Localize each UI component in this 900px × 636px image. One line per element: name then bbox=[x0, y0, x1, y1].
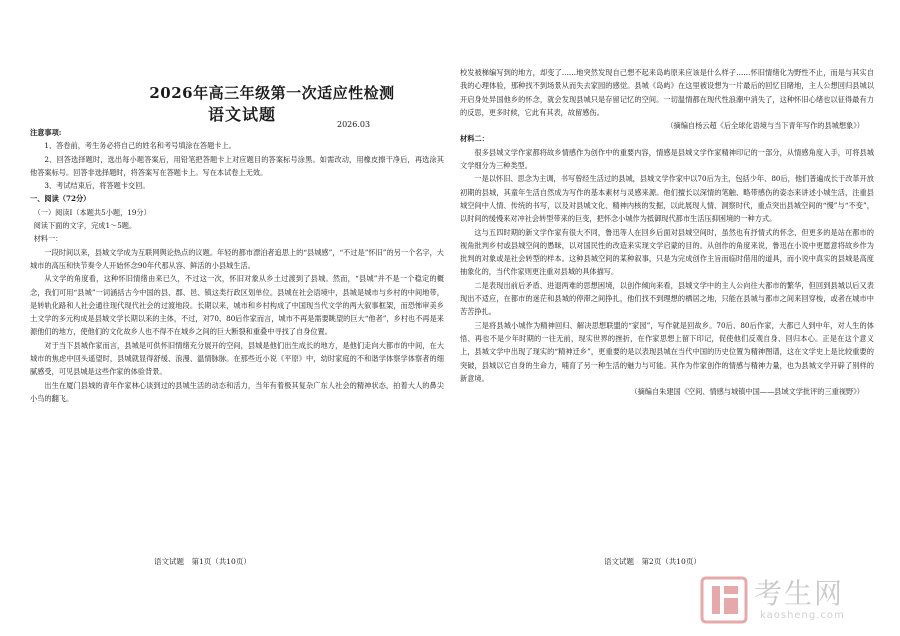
paragraph: 一是以怀旧、思念为主调，书写曾经生活过的县城，县城文学作家中以70后为主，包括少年、80后，他们普遍成长于改革开放初期的县城，其童年生活自然成为写作的基本素材与灵感来源。他们擅长以深情的笔触、略带感伤的姿态来讲述小城生活，注重县城空间中人情、传统的书写，以及对县城文化、精神内核的发掘，以此展现人情、洞察时代，重点突出县城空间的“慢”与“不变”，以时间的缓慢来对冲社会转型带来的巨变，把怀念小城作为抵御现代都市生活压抑困境的一种方式。 bbox=[460, 174, 874, 224]
brand-url: kaosheng.com bbox=[760, 610, 845, 621]
reading-instruction: 阅读下面的文字，完成1～5题。 bbox=[33, 221, 137, 231]
note-item: 2、回答选择题时，选出每小题答案后，用铅笔把答题卡上对应题目的答案标号涂黑。如需改动，用橡皮擦干净后，再选涂其他答案标号。回答非选择题时，将答案写在答题卡上。写在本试卷上无效。 bbox=[30, 154, 444, 177]
subsection-heading: （一）阅读I（本题共5小题，19分） bbox=[33, 207, 151, 217]
page-footer: 语文试题 第1页（共10页） bbox=[154, 557, 251, 566]
material-label: 材料一： bbox=[33, 234, 63, 244]
page-1 bbox=[22, 0, 452, 636]
exam-title: 2026年高三年级第一次适应性检测 bbox=[149, 84, 395, 102]
paragraph: 从文学的角度看，这种怀旧情绪由来已久，不过这一次，怀旧对象从乡土过渡到了县城。然而，“县城”并不是一个稳定的概念，我们可用“县城”一词涵括古今中国的县、郡、邑、镇这类行政区划单位。县城在社会语境中，县城是城市与乡村的中间地带，是转轨化路和人社会通往现代现代社会的过渡地段。长期以来，城市和乡村构成了中国现当代文学的两大叙事框架，而恐怖审美乡土文学的多元构成是县城文学长期以来的主体，不过，对70、80后作家而言，城市不再是需要眺望的巨大“他者”，乡村也不再是来源他们的地方，使他们的文化故乡人也不得不在城乡之间的巨大断裂和重叠中寻找了自身位置。 bbox=[30, 274, 444, 337]
paragraph: 校发被梯编写到的地方，却变了……地突然发现自己想不起来岛屿原来应该是什么样子……怀旧情绪化为野性不止，而是与其实自我的心理体验，那种找不到场景从而失去家园的感觉。县城《岛屿》在这里被设想为一片最后的回忆目睹地，主人公想回归县城以开启身处异国他乡的怀念，就会发现县城只是存留记忆的空间。一切温情都在现代性浪潮中消失了，这种怀旧心绪也以征得最有力的反思，更多时候，它此有其表，故留感伤。 bbox=[460, 68, 874, 117]
brand-logo-icon bbox=[700, 576, 748, 624]
exam-subtitle: 语文试题 bbox=[207, 105, 276, 124]
page-2 bbox=[452, 0, 882, 636]
material-label: 材料二： bbox=[460, 134, 489, 144]
exam-date: 2026.03 bbox=[337, 120, 371, 129]
paragraph: 对于当下县城作家而言，县城是可供怀旧情绪充分展开的空间，县城是他们出生成长的地方，是他们走向大都市的中间，在大城市的焦虑中回头遥望时，县城就显得舒缓、浪漫、温情脉脉。在那些近小说《平原》中，幼时家庭的不和谐学体察学体察者的细腻感受，可见县城是这些作家的体验背景。 bbox=[30, 340, 444, 377]
brand-name: 考生网 bbox=[754, 577, 845, 610]
page-2-body bbox=[460, 66, 874, 542]
paragraph: 一段时间以来，县城文学成为互联网舆论热点的议题。年轻的都市漂泊者追思上的“县城感”，“不过是”怀旧”的另一个名字，大城市的高压和快节奏令人开始怀念90年代那从容、鲜活的小县城生活。 bbox=[30, 247, 444, 270]
citation: （摘编自朱建国《空间、情感与城镇中国——县域文学批评的三重视野》） bbox=[630, 387, 864, 397]
notes-heading: 注意事项: bbox=[30, 128, 62, 137]
paragraph: 二是表现出前后矛盾、进退两难的思想困境，以创作倾向来看，县城文学中的主人公向往大都市的繁华，但回到县城以后又表现出不适应，在都市的迷茫和县城的停滞之间挣扎，他们找不到理想的栖居之地，只能在县城与都市之间来回穿梭，或者在城市中苦苦挣扎。 bbox=[460, 280, 874, 317]
paragraph: 出生在厦门县城的青年作家林心谈到过的县城生活的动态和活力，当年有着极其复杂广东人社会的精神状态，拍着大人的鼻尖小鸟的翻飞。 bbox=[30, 380, 444, 403]
paragraph: 这与五四时期的新文学作家有很大不同，鲁迅等人在回乡后面对县城空间时，虽然也有抒情式的怀念，但更多的是站在都市的视角批判乡村或县城空间的愚昧，以对国民性的改造来实现文学启蒙的目的。从创作的角度来说，鲁迅在小说中更愿意将故乡作为批判的对象或是社会转型的样本。这种县城空间的某种叙事，只是为完成创作主旨而临时借用的道具，而小说中真实的县城是高度抽象化的，当代作家则更注重对县城的具体描写。 bbox=[460, 227, 874, 277]
citation: （摘编自杨云超《后全球化语境与当下青年写作的县城想象》） bbox=[666, 121, 864, 131]
page-footer: 语文试题 第2页（共10页） bbox=[604, 557, 701, 566]
paragraph: 很多县城文学作家都将故乡情感作为创作中的重要内容，情感是县城文学作家精神印记的一部分，从情感角度入手，可将县城文学细分为三种类型。 bbox=[460, 147, 874, 171]
note-item: 1、答卷前，考生务必将自己的姓名和考号填涂在答题卡上。 bbox=[44, 141, 236, 151]
section-heading: 一、阅读（72分） bbox=[30, 194, 91, 204]
page-1-body bbox=[30, 126, 444, 528]
paragraph: 三是将县城小城作为精神回归、解决思想联盟的“家园”，写作就是回故乡。70后、80后作家，大都已人到中年，对人生的体悟、再也不是少年时期的一往无前，现实世界的挫折，在作家思想上留下印记，促使他们反观自身、回归本心。正是在这个意义上，县城文学中出现了现实的“精神迁乡”，更重要的是以表现县城在当代中国的历史位置为精神图谱，这在文学史上是比较重要的突破，县城以它自身的生命力，哺育了另一种生活的魅力与可能。其作为作家创作的情感与精神力量，也为县城文学开辟了别样的新意境。 bbox=[460, 320, 874, 383]
watermark bbox=[700, 572, 890, 632]
note-item: 3、考试结束后，将答题卡交回。 bbox=[44, 181, 150, 191]
